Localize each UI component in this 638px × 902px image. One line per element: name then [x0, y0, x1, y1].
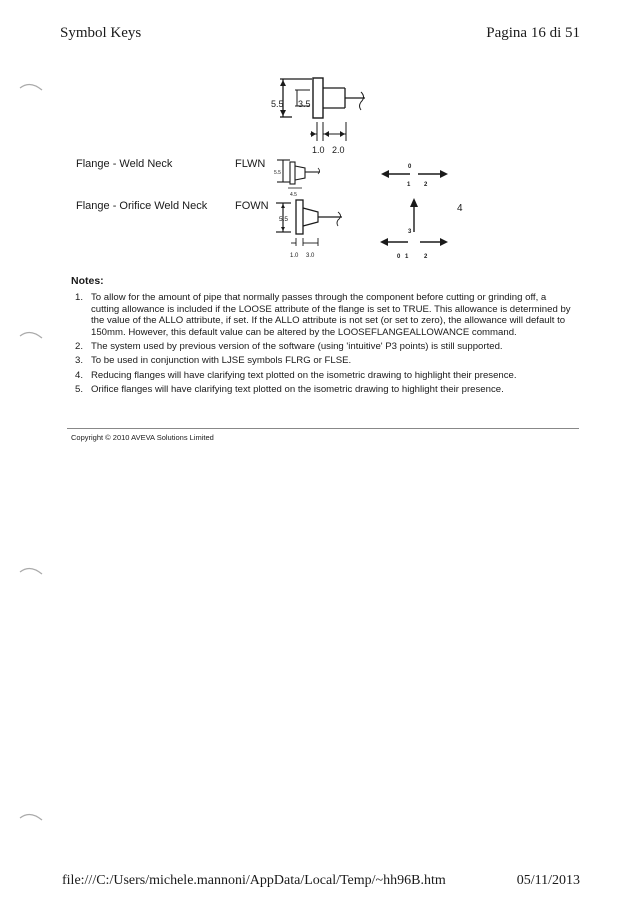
flwn-point-arrows: [381, 170, 448, 178]
fown-dim-a: 5.5: [279, 216, 289, 223]
note-text: To be used in conjunction with LJSE symbols FLRG or FLSE.: [91, 355, 352, 367]
footer-file-path: file:///C:/Users/michele.mannoni/AppData/Local/Temp/~hh96B.htm: [62, 873, 446, 888]
fown-extra-point-4: 4: [457, 203, 463, 214]
flwn-flange-symbol: [277, 160, 320, 188]
symbol-diagram-area: [0, 0, 638, 270]
note-item: [71, 292, 571, 338]
page-number: Pagina 16 di 51: [486, 25, 580, 41]
note-item: [71, 341, 571, 352]
flwn-dim-b: 4.5: [290, 192, 297, 198]
flwn-code: FLWN: [235, 158, 266, 170]
margin-mark: [14, 562, 44, 582]
fown-point-0: 0: [397, 254, 401, 260]
fown-point-3: 3: [408, 229, 412, 235]
dim-label-1-0: 1.0: [312, 145, 325, 155]
note-number: 2.: [75, 341, 84, 353]
fown-point-2: 2: [424, 254, 428, 260]
margin-mark: [14, 326, 44, 346]
footer-date: 05/11/2013: [516, 873, 580, 888]
dim-label-5-5: 5.5: [271, 99, 284, 109]
flwn-description: Flange - Weld Neck: [76, 158, 173, 170]
note-number: 4.: [75, 369, 84, 381]
large-flange-symbol: [280, 78, 365, 141]
dim-label-2-0: 2.0: [332, 145, 345, 155]
note-text: Orifice flanges will have clarifying text plotted on the isometric drawing to highlight their presence.: [91, 384, 504, 396]
fown-flange-symbol: [276, 200, 342, 246]
fown-code: FOWN: [235, 200, 269, 212]
fown-point-1: 1: [405, 254, 409, 260]
flwn-dim-a: 5.5: [274, 170, 281, 176]
fown-dim-b: 1.0: [290, 253, 299, 259]
flwn-point-0: 0: [408, 164, 412, 170]
fown-description: Flange - Orifice Weld Neck: [76, 200, 208, 212]
fown-point-arrows: [380, 198, 448, 246]
note-item: [71, 355, 571, 366]
note-number: 1.: [75, 292, 84, 304]
copyright-text: Copyright © 2010 AVEVA Solutions Limited: [71, 433, 214, 442]
notes-heading: Notes:: [71, 275, 104, 287]
flwn-point-1: 1: [407, 182, 411, 188]
margin-mark: [14, 808, 44, 828]
note-item: [71, 384, 571, 395]
dim-label-3-5: 3.5: [298, 99, 311, 109]
flwn-point-2: 2: [424, 182, 428, 188]
page-title: Symbol Keys: [60, 25, 142, 41]
note-text: To allow for the amount of pipe that normally passes through the component before cutting or grinding off, a cutting allowance is included if the LOOSE attribute of the flange is set to TRUE. This allowance is determined by the value of the ALLO attribute, if set. If the ALLO attribute is not set (or set to zero), the allowance will default to 150mm. However, this default value can be altered by the LOOSEFLANGEALLOWANCE command.: [91, 292, 571, 338]
note-text: Reducing flanges will have clarifying text plotted on the isometric drawing to highlight their presence.: [91, 369, 517, 381]
footer-divider: [67, 428, 579, 429]
fown-dim-c: 3.0: [306, 253, 315, 259]
note-number: 3.: [75, 355, 84, 367]
note-number: 5.: [75, 384, 84, 396]
note-text: The system used by previous version of the software (using 'intuitive' P3 points) is still supported.: [91, 341, 503, 353]
notes-section: [71, 276, 571, 399]
note-item: [71, 370, 571, 381]
